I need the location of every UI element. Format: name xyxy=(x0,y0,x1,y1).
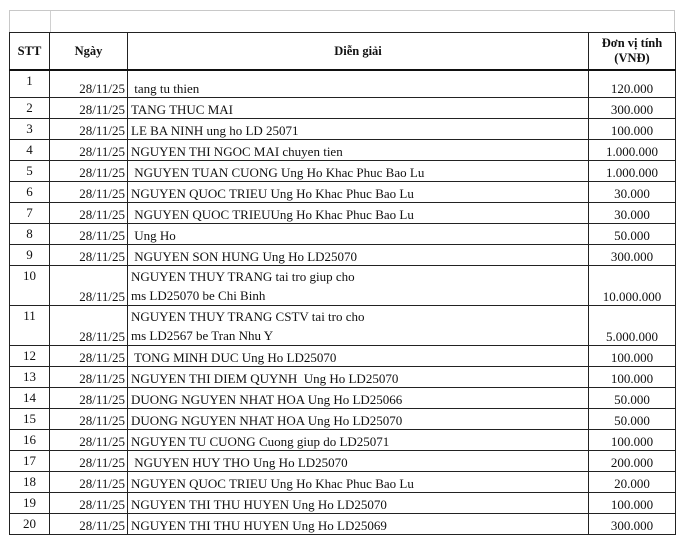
cell-ngay: 28/11/25 xyxy=(50,265,128,305)
cell-dien-giai-line: ms LD2567 be Tran Nhu Y xyxy=(131,327,274,343)
cell-dien-giai: NGUYEN THI THU HUYEN Ung Ho LD25070 xyxy=(128,492,589,513)
cell-dien-giai: NGUYEN QUOC TRIEU Ung Ho Khac Phuc Bao Lu xyxy=(128,181,589,202)
header-row xyxy=(10,33,676,71)
cell-stt: 3 xyxy=(10,118,50,139)
cell-ngay: 28/11/25 xyxy=(50,513,128,534)
table-row xyxy=(10,450,676,471)
header-unit-line1: Đơn vị tính xyxy=(601,36,663,50)
cell-amount: 20.000 xyxy=(589,471,676,492)
cell-dien-giai: LE BA NINH ung ho LD 25071 xyxy=(128,118,589,139)
cell-dien-giai: NGUYEN THI NGOC MAI chuyen tien xyxy=(128,139,589,160)
cell-stt: 2 xyxy=(10,97,50,118)
cell-amount: 100.000 xyxy=(589,429,676,450)
cell-stt: 16 xyxy=(10,429,50,450)
cell-amount: 200.000 xyxy=(589,450,676,471)
cell-ngay: 28/11/25 xyxy=(50,97,128,118)
header-dien-giai: Diễn giải xyxy=(128,33,589,71)
cell-ngay: 28/11/25 xyxy=(50,118,128,139)
cell-ngay: 28/11/25 xyxy=(50,244,128,265)
cell-amount: 300.000 xyxy=(589,513,676,534)
cell-dien-giai: Ung Ho xyxy=(128,223,589,244)
cell-amount: 50.000 xyxy=(589,408,676,429)
cell-ngay: 28/11/25 xyxy=(50,305,128,345)
cell-dien-giai xyxy=(128,305,589,345)
cell-dien-giai: NGUYEN THI DIEM QUYNH Ung Ho LD25070 xyxy=(128,366,589,387)
table-row xyxy=(10,244,676,265)
cell-ngay: 28/11/25 xyxy=(50,202,128,223)
cell-amount: 5.000.000 xyxy=(589,305,676,345)
cell-ngay: 28/11/25 xyxy=(50,345,128,366)
table-row xyxy=(10,387,676,408)
cell-stt: 14 xyxy=(10,387,50,408)
cell-dien-giai: tang tu thien xyxy=(128,70,589,97)
header-unit-line2: (VNĐ) xyxy=(614,51,650,65)
header-stt: STT xyxy=(10,33,50,71)
cell-stt: 11 xyxy=(10,305,50,345)
cell-amount: 120.000 xyxy=(589,70,676,97)
cell-amount: 1.000.000 xyxy=(589,139,676,160)
cell-stt: 13 xyxy=(10,366,50,387)
cell-dien-giai: NGUYEN QUOC TRIEU Ung Ho Khac Phuc Bao Lu xyxy=(128,471,589,492)
cell-ngay: 28/11/25 xyxy=(50,160,128,181)
table-row xyxy=(10,97,676,118)
table-row xyxy=(10,118,676,139)
cell-amount: 1.000.000 xyxy=(589,160,676,181)
cell-dien-giai: TONG MINH DUC Ung Ho LD25070 xyxy=(128,345,589,366)
cell-stt: 5 xyxy=(10,160,50,181)
cell-stt: 10 xyxy=(10,265,50,305)
cell-amount: 100.000 xyxy=(589,118,676,139)
table-row xyxy=(10,492,676,513)
table-row xyxy=(10,181,676,202)
table-row xyxy=(10,139,676,160)
cell-ngay: 28/11/25 xyxy=(50,429,128,450)
table-row xyxy=(10,471,676,492)
table-row xyxy=(10,202,676,223)
table-row xyxy=(10,305,676,345)
table-row xyxy=(10,429,676,450)
cell-dien-giai: NGUYEN HUY THO Ung Ho LD25070 xyxy=(128,450,589,471)
table-row xyxy=(10,160,676,181)
cell-dien-giai-line: NGUYEN THUY TRANG tai tro giup cho xyxy=(131,268,355,284)
cell-ngay: 28/11/25 xyxy=(50,450,128,471)
cell-ngay: 28/11/25 xyxy=(50,223,128,244)
cell-dien-giai: NGUYEN QUOC TRIEUUng Ho Khac Phuc Bao Lu xyxy=(128,202,589,223)
cell-ngay: 28/11/25 xyxy=(50,139,128,160)
cell-amount: 100.000 xyxy=(589,492,676,513)
cell-dien-giai: DUONG NGUYEN NHAT HOA Ung Ho LD25070 xyxy=(128,408,589,429)
table-row xyxy=(10,70,676,97)
table-row xyxy=(10,223,676,244)
cell-stt: 19 xyxy=(10,492,50,513)
cell-amount: 300.000 xyxy=(589,244,676,265)
cell-dien-giai: TANG THUC MAI xyxy=(128,97,589,118)
header-ngay: Ngày xyxy=(50,33,128,71)
table-row xyxy=(10,366,676,387)
donation-table xyxy=(9,32,676,535)
cell-stt: 6 xyxy=(10,181,50,202)
cell-stt: 4 xyxy=(10,139,50,160)
cell-dien-giai: DUONG NGUYEN NHAT HOA Ung Ho LD25066 xyxy=(128,387,589,408)
blank-spacer-row xyxy=(9,10,675,32)
header-unit xyxy=(589,33,676,71)
cell-ngay: 28/11/25 xyxy=(50,181,128,202)
cell-dien-giai: NGUYEN SON HUNG Ung Ho LD25070 xyxy=(128,244,589,265)
cell-stt: 20 xyxy=(10,513,50,534)
table-row xyxy=(10,265,676,305)
cell-ngay: 28/11/25 xyxy=(50,492,128,513)
cell-amount: 10.000.000 xyxy=(589,265,676,305)
cell-amount: 100.000 xyxy=(589,345,676,366)
cell-stt: 9 xyxy=(10,244,50,265)
table-row xyxy=(10,408,676,429)
cell-amount: 50.000 xyxy=(589,223,676,244)
cell-amount: 50.000 xyxy=(589,387,676,408)
cell-stt: 7 xyxy=(10,202,50,223)
cell-stt: 1 xyxy=(10,70,50,97)
cell-dien-giai-line: NGUYEN THUY TRANG CSTV tai tro cho xyxy=(131,308,365,324)
cell-amount: 30.000 xyxy=(589,181,676,202)
cell-ngay: 28/11/25 xyxy=(50,471,128,492)
cell-stt: 17 xyxy=(10,450,50,471)
cell-stt: 15 xyxy=(10,408,50,429)
cell-dien-giai xyxy=(128,265,589,305)
cell-ngay: 28/11/25 xyxy=(50,70,128,97)
cell-stt: 12 xyxy=(10,345,50,366)
cell-amount: 300.000 xyxy=(589,97,676,118)
cell-ngay: 28/11/25 xyxy=(50,387,128,408)
cell-stt: 8 xyxy=(10,223,50,244)
cell-dien-giai: NGUYEN TUAN CUONG Ung Ho Khac Phuc Bao Lu xyxy=(128,160,589,181)
table-row xyxy=(10,513,676,534)
cell-ngay: 28/11/25 xyxy=(50,408,128,429)
table-row xyxy=(10,345,676,366)
cell-amount: 100.000 xyxy=(589,366,676,387)
cell-dien-giai: NGUYEN TU CUONG Cuong giup do LD25071 xyxy=(128,429,589,450)
cell-dien-giai: NGUYEN THI THU HUYEN Ung Ho LD25069 xyxy=(128,513,589,534)
cell-amount: 30.000 xyxy=(589,202,676,223)
cell-ngay: 28/11/25 xyxy=(50,366,128,387)
cell-dien-giai-line: ms LD25070 be Chi Binh xyxy=(131,287,266,303)
cell-stt: 18 xyxy=(10,471,50,492)
